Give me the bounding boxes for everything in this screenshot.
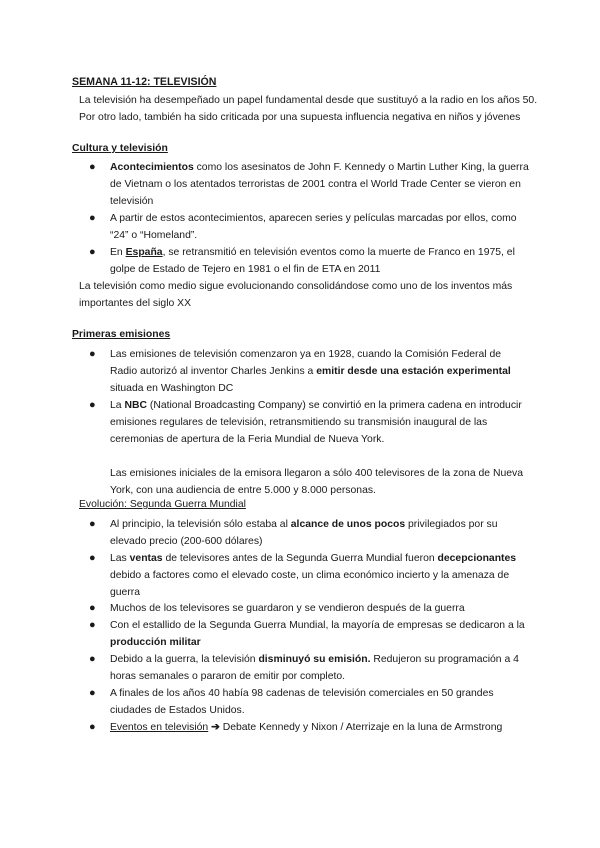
bullet-icon: ● (89, 212, 96, 224)
page-title: SEMANA 11-12: TELEVISIÓN (72, 76, 217, 88)
item-text: Debate Kennedy y Nixon / Aterrizaje en la luna de Armstrong (219, 722, 503, 733)
bullet-icon: ● (89, 399, 96, 411)
item-text: de televisores antes de la Segunda Guerra Mundial fueron (162, 553, 438, 564)
list-item (110, 719, 550, 736)
bold-text: emitir desde una estación experimental (316, 366, 511, 377)
list-item (110, 346, 530, 397)
bold-text: ventas (129, 553, 163, 564)
item-text: Eventos en televisión (110, 722, 209, 733)
item-text: privilegiados por su elevado precio (200-600 dólares) (110, 519, 498, 547)
section-heading-primeras: Primeras emisiones (72, 329, 171, 340)
item-text: situada en Washington DC (110, 383, 234, 394)
item-text: como los asesinatos de John F. Kennedy o Martin Luther King, la guerra de Vietnam o los atentados terroristas de 2001 contra el World Trade Center se vieron en televisión (110, 162, 529, 207)
intro-paragraph: La televisión ha desempeñado un papel fundamental desde que sustituyó a la radio en los años 50. Por otro lado, también ha sido criticada por una supuesta influencia negativa en niños y jóvenes (79, 95, 538, 123)
bullet-icon: ● (89, 246, 96, 258)
list-item (110, 159, 530, 210)
bullet-icon: ● (89, 518, 96, 530)
bullet-icon: ● (89, 348, 96, 360)
arrow-icon: ➔ (211, 722, 220, 733)
bullet-icon: ● (89, 161, 96, 173)
bullet-icon: ● (89, 721, 96, 733)
list-item (110, 550, 530, 601)
bold-text: producción militar (110, 637, 201, 648)
bold-text: España (125, 247, 163, 258)
bold-text: alcance de unos pocos (290, 519, 406, 530)
list-item (110, 244, 530, 278)
section-heading-cultura: Cultura y televisión (72, 143, 168, 154)
bullet-icon: ● (89, 653, 96, 665)
bullet-icon: ● (89, 602, 96, 614)
list-item (110, 516, 530, 550)
list-item: Muchos de los televisores se guardaron y se vendieron después de la guerra (110, 603, 465, 614)
item-text: Las emisiones de televisión comenzaron ya en 1928, cuando la Comisión Federal de Radio autorizó al inventor Charles Jenkins a (110, 349, 502, 377)
bold-text: Acontecimientos (110, 162, 194, 173)
item-text: debido a factores como el elevado coste, un clima económico incierto y la amenaza de guerra (110, 570, 510, 598)
item-text: Las (110, 553, 130, 564)
list-item: A finales de los años 40 había 98 cadenas de televisión comerciales en 50 grandes ciudades de Estados Unidos. (110, 688, 494, 716)
closing-paragraph: La televisión como medio sigue evolucionando consolidándose como uno de los inventos más importantes del siglo XX (79, 281, 513, 309)
item-text: En (110, 247, 126, 258)
note-paragraph: Las emisiones iniciales de la emisora llegaron a sólo 400 televisores de la zona de Nueva York, con una audiencia de entre 5.000 y 8.000 personas. (110, 468, 523, 496)
bold-text: disminuyó su emisión. (258, 654, 371, 665)
item-text: Redujeron su programación a 4 horas semanales o pararon de emitir por completo. (110, 654, 519, 682)
list-item (110, 617, 530, 651)
bullet-icon: ● (89, 552, 96, 564)
item-text: , se retransmitió en televisión eventos como la muerte de Franco en 1975, el golpe de Estado de Tejero en 1981 o el fin de ETA en 2011 (110, 247, 515, 275)
list-item (110, 651, 530, 685)
item-text: La (110, 400, 125, 411)
list-item (110, 397, 530, 448)
item-text: (National Broadcasting Company) se convirtió en la primera cadena en introducir emisiones regulares de televisión, retransmitiendo su transmisión inaugural de las ceremonias de apertura de la Feria Mundial de Nueva York. (110, 400, 522, 445)
item-text: Con el estallido de la Segunda Guerra Mundial, la mayoría de empresas se dedicaron a la (110, 620, 525, 631)
bold-text: decepcionantes (437, 553, 517, 564)
bold-text: NBC (124, 400, 147, 411)
item-text: Al principio, la televisión sólo estaba al (110, 519, 291, 530)
bullet-icon: ● (89, 619, 96, 631)
bullet-icon: ● (89, 687, 96, 699)
section-heading-evolucion: Evolución: Segunda Guerra Mundial (79, 499, 246, 510)
item-text: Debido a la guerra, la televisión (110, 654, 259, 665)
list-item: A partir de estos acontecimientos, aparecen series y películas marcadas por ellos, como “24” o “Homeland”. (110, 213, 517, 241)
